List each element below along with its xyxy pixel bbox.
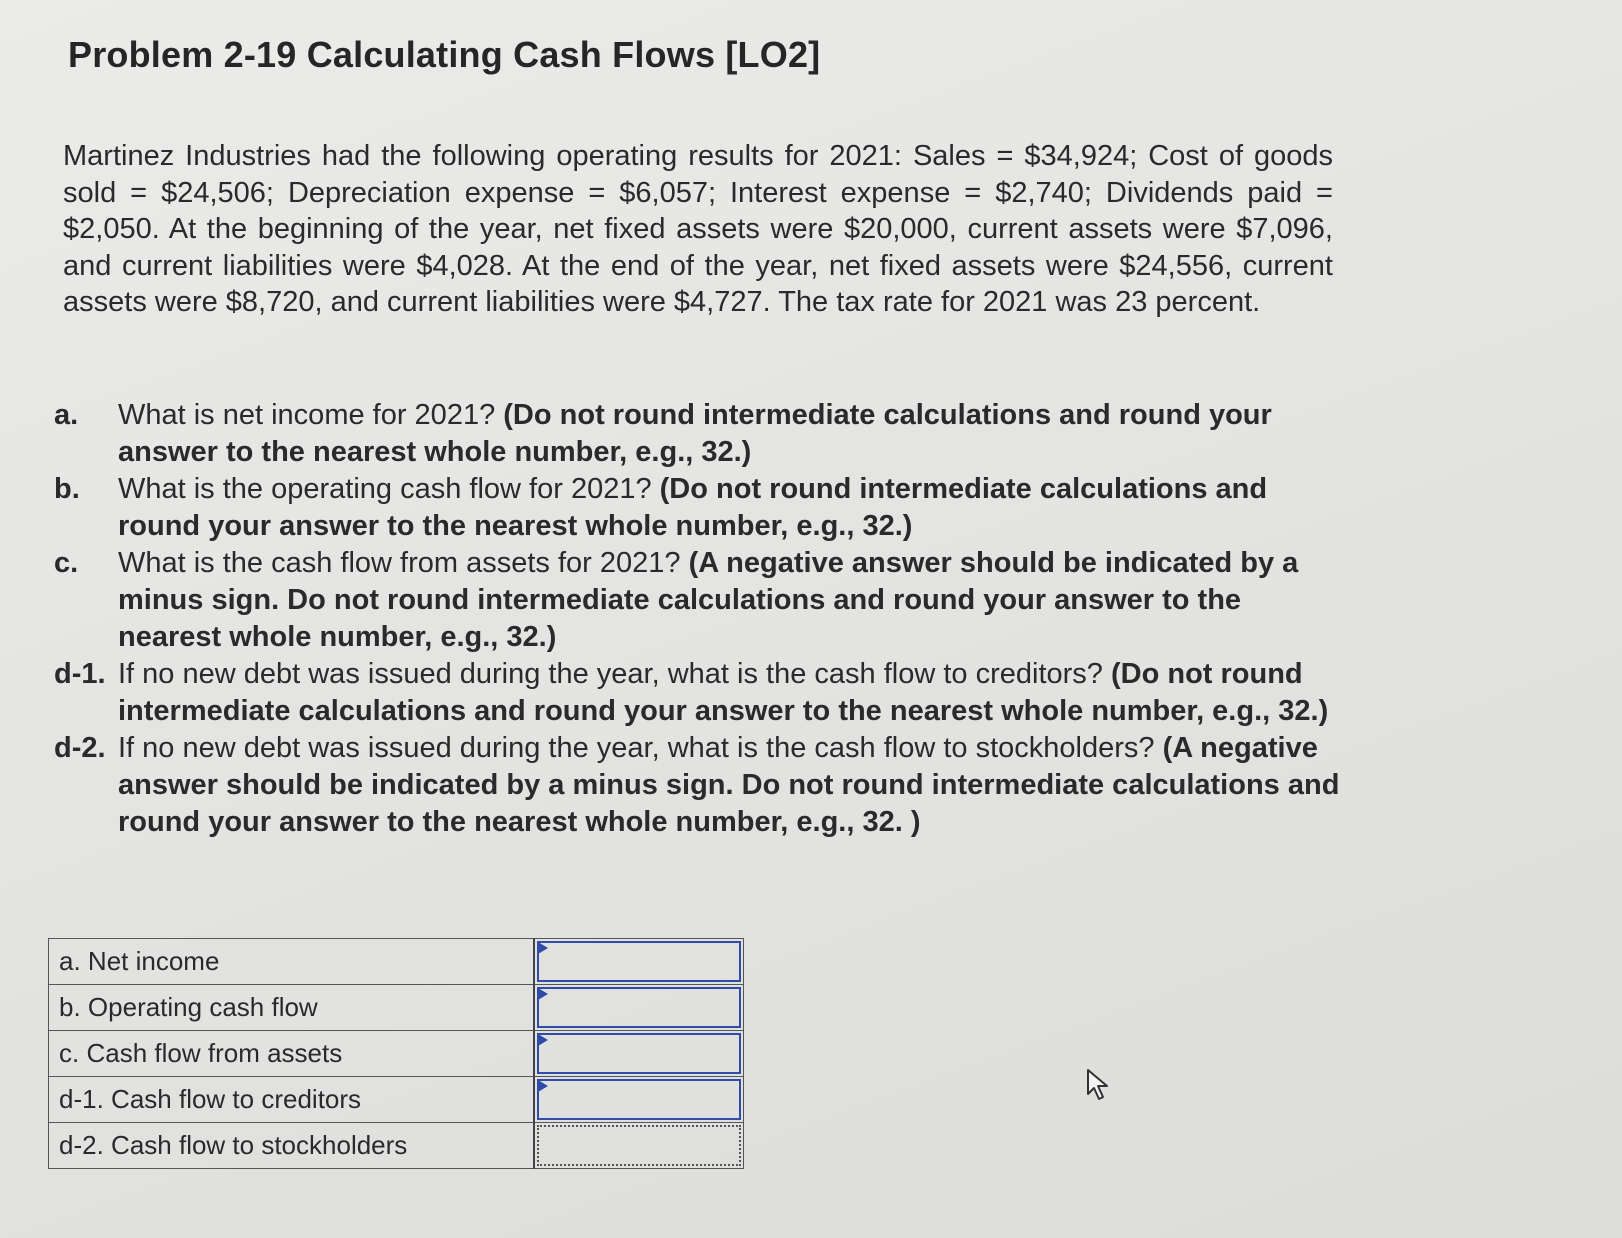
cash-flow-to-stockholders-input[interactable]	[537, 1125, 741, 1166]
cash-flow-from-assets-input[interactable]	[537, 1033, 741, 1074]
row-prefix: d-2.	[59, 1130, 104, 1160]
row-prefix: c.	[59, 1038, 80, 1068]
row-label	[49, 1031, 535, 1077]
question-text: What is net income for 2021?	[118, 399, 504, 431]
problem-title: Problem 2-19 Calculating Cash Flows [LO2]	[68, 34, 821, 75]
question-instruction: (Do not round intermediate calculations and round your answer to the nearest whole number, e.g., 32.)	[118, 658, 1329, 727]
question-instruction: (Do not round intermediate calculations and round your answer to the nearest whole number, e.g., 32.)	[118, 399, 1272, 468]
question-instruction: (A negative answer should be indicated by a minus sign. Do not round intermediate calculations and round your answer to the nearest whole number, e.g., 32.)	[118, 547, 1299, 653]
row-prefix: a.	[59, 946, 81, 976]
question-text: What is the cash flow from assets for 2021?	[118, 547, 689, 579]
question-label: d-1.	[54, 658, 106, 690]
cash-flow-to-creditors-cell	[534, 1077, 744, 1123]
answer-table	[48, 938, 744, 1169]
row-prefix: b.	[59, 992, 81, 1022]
row-label	[49, 939, 535, 985]
operating-cash-flow-input[interactable]	[537, 987, 741, 1028]
row-label	[49, 1077, 535, 1123]
question-a	[48, 397, 1348, 471]
question-c	[48, 545, 1348, 656]
row-text: Cash flow from assets	[86, 1038, 343, 1068]
row-text: Cash flow to creditors	[111, 1084, 362, 1114]
problem-intro: Martinez Industries had the following operating results for 2021: Sales = $34,924; Cost of goods sold = $24,506; Depreciation expense = $6,057; Interest expense = $2,740; Dividends paid = $2,050. At the beginning of the year, net fixed assets were $20,000, current assets were $7,096, and current liabilities were $4,028. At the end of the year, net fixed assets were $24,556, current assets were $8,720, and current liabilities were $4,727. The tax rate for 2021 was 23 percent.	[63, 140, 1333, 318]
question-label: c.	[54, 547, 79, 579]
row-label	[49, 1123, 535, 1169]
question-list	[48, 397, 1348, 841]
cash-flow-to-creditors-input[interactable]	[537, 1079, 741, 1120]
flag-icon	[538, 942, 548, 954]
row-label	[49, 985, 535, 1031]
operating-cash-flow-cell	[534, 985, 744, 1031]
question-label: b.	[54, 473, 80, 505]
table-row	[49, 1123, 744, 1169]
row-text: Cash flow to stockholders	[111, 1130, 408, 1160]
flag-icon	[538, 988, 548, 1000]
net-income-input[interactable]	[537, 941, 741, 982]
question-text: If no new debt was issued during the year, what is the cash flow to creditors?	[118, 658, 1111, 690]
table-row	[49, 985, 744, 1031]
question-text: If no new debt was issued during the year, what is the cash flow to stockholders?	[118, 732, 1163, 764]
question-label: a.	[54, 399, 79, 431]
question-d2	[48, 730, 1348, 841]
net-income-cell	[534, 939, 744, 985]
row-text: Net income	[87, 946, 220, 976]
question-d1	[48, 656, 1348, 730]
table-row	[49, 1077, 744, 1123]
question-b	[48, 471, 1348, 545]
mouse-pointer-icon	[1085, 1068, 1113, 1102]
question-instruction: (A negative answer should be indicated by a minus sign. Do not round intermediate calculations and round your answer to the nearest whole number, e.g., 32. )	[118, 732, 1340, 838]
flag-icon	[538, 1034, 548, 1046]
flag-icon	[538, 1080, 548, 1092]
table-row	[49, 1031, 744, 1077]
question-text: What is the operating cash flow for 2021?	[118, 473, 660, 505]
row-prefix: d-1.	[59, 1084, 104, 1114]
table-row	[49, 939, 744, 985]
cash-flow-from-assets-cell	[534, 1031, 744, 1077]
row-text: Operating cash flow	[87, 992, 318, 1022]
question-label: d-2.	[54, 732, 106, 764]
question-instruction: (Do not round intermediate calculations and round your answer to the nearest whole number, e.g., 32.)	[118, 473, 1268, 542]
cash-flow-to-stockholders-cell	[534, 1123, 744, 1169]
